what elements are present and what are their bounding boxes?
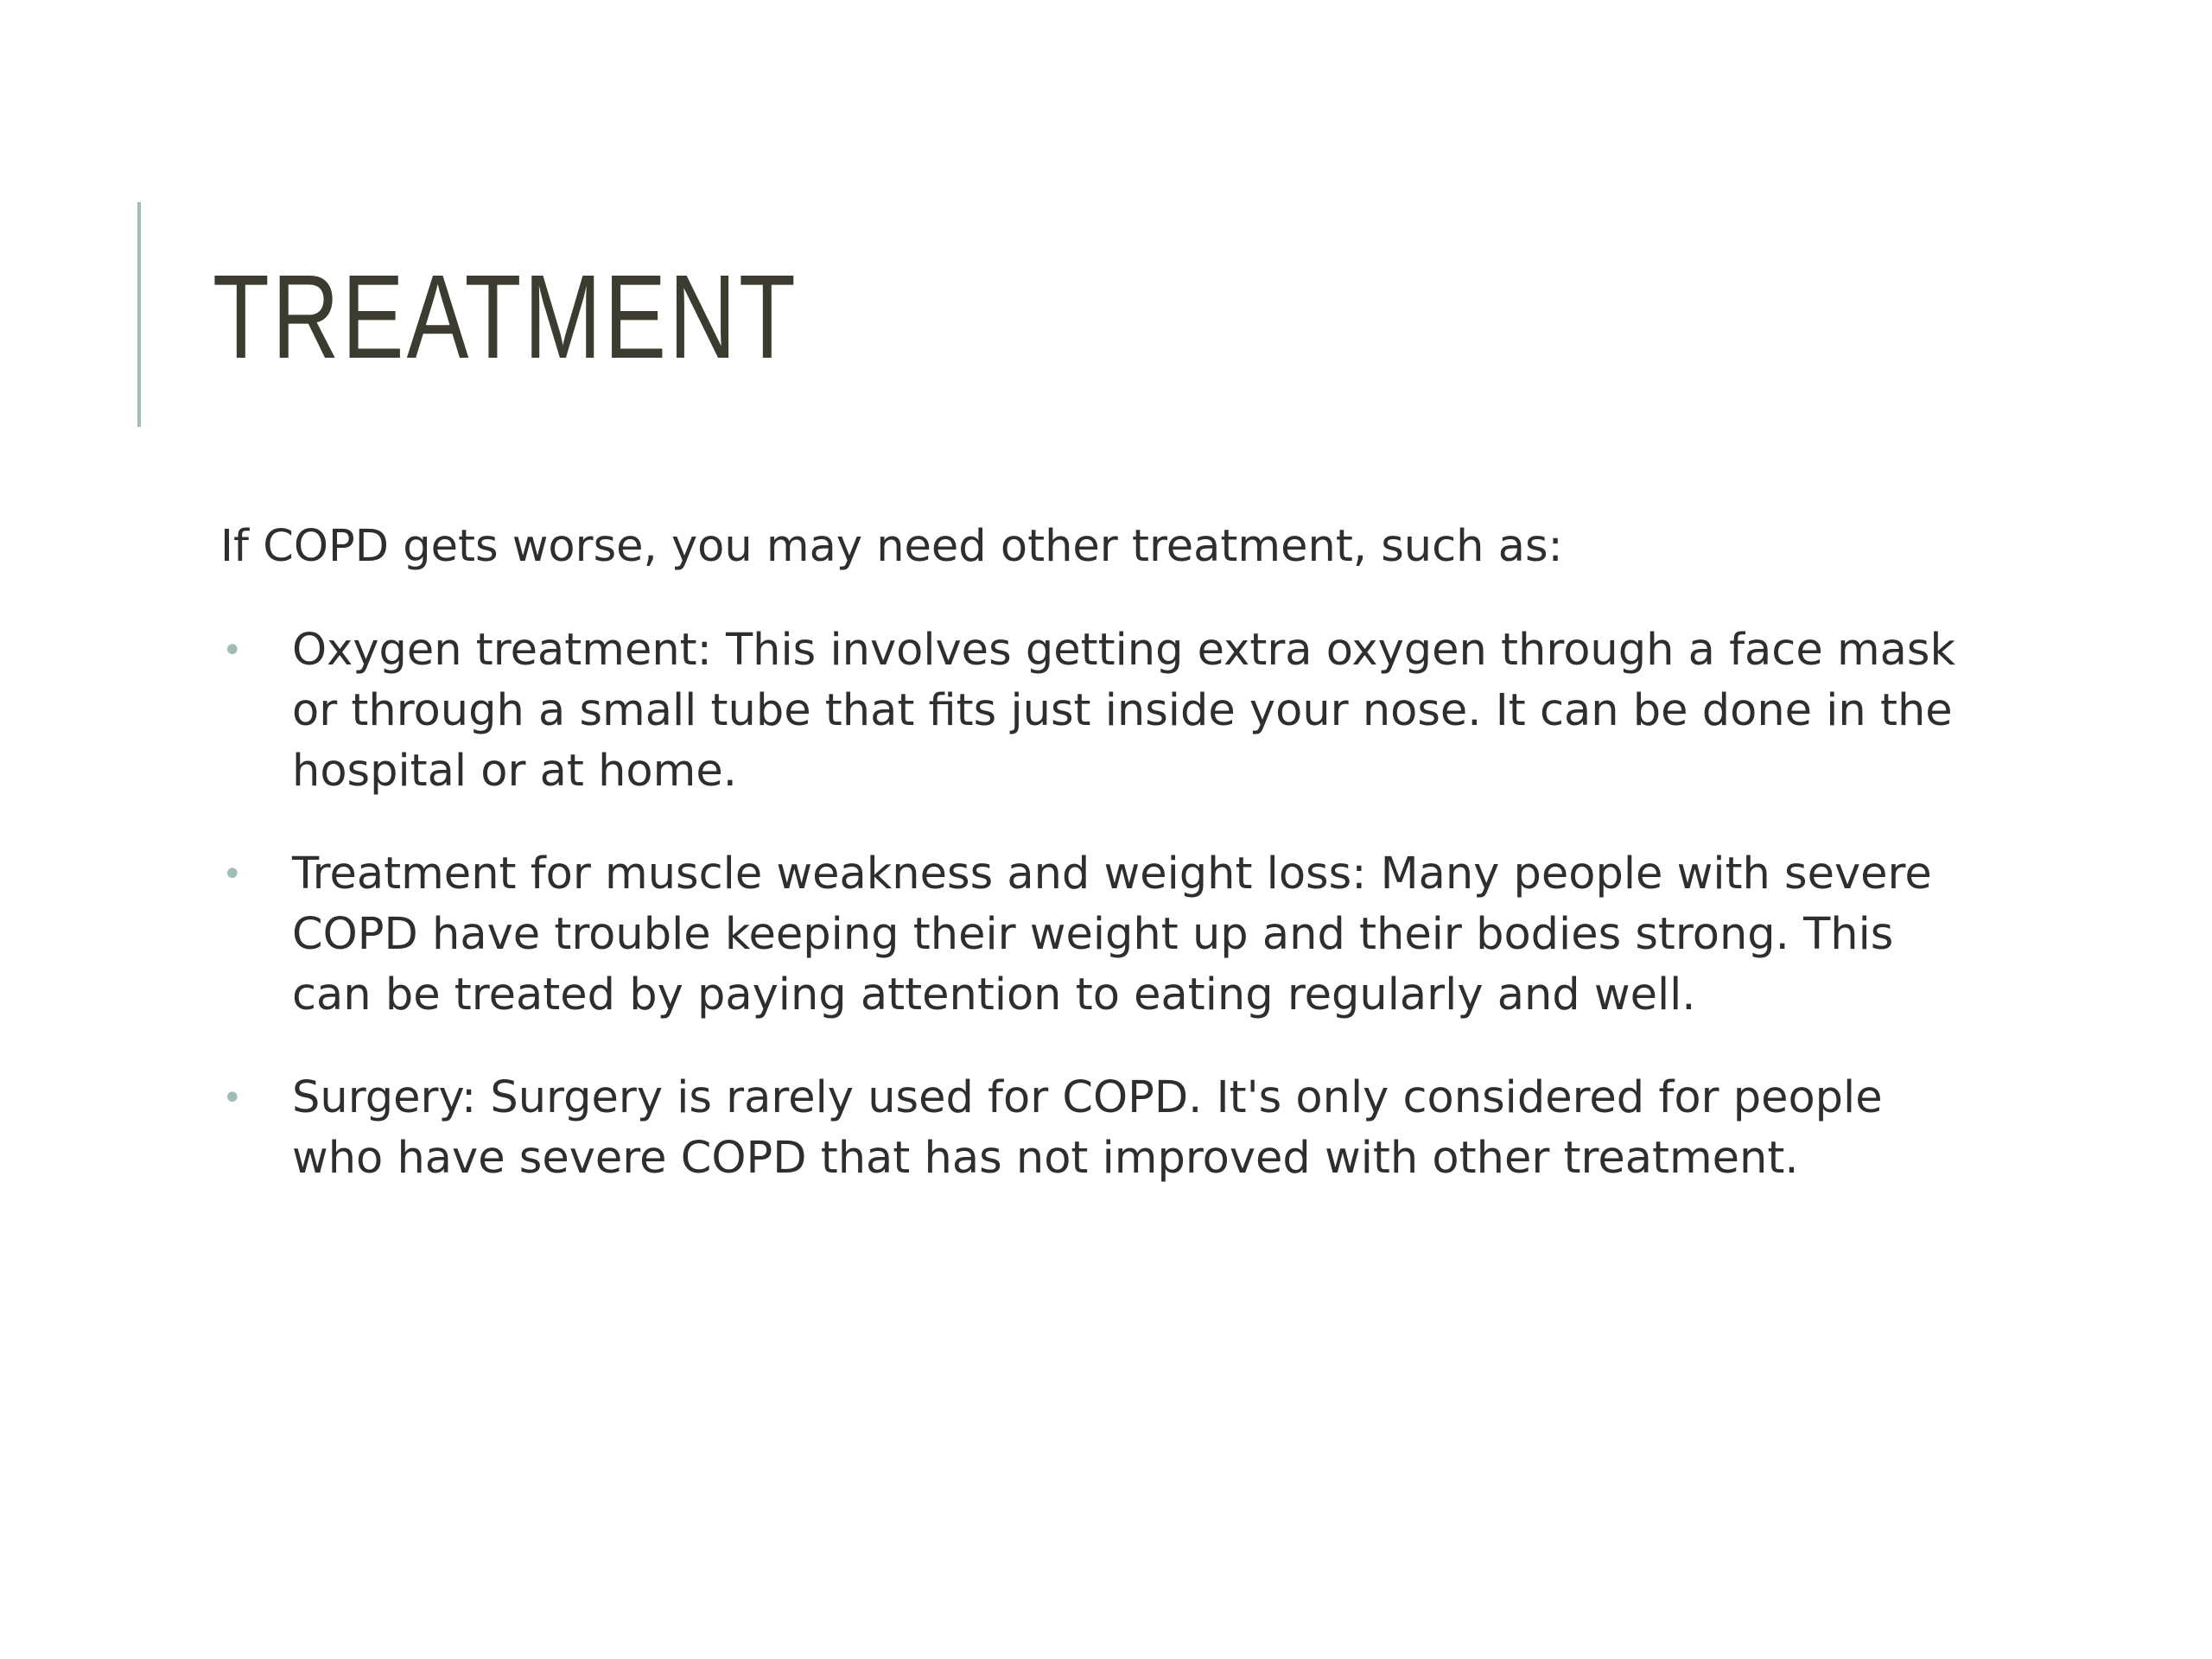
bullet-text: Treatment for muscle weakness and weight loss: Many people with severe COPD have trouble keeping their weight up and their bodies strong. This can be treated by paying attention to eating regularly and well. [292, 849, 1932, 1020]
bullet-marker-icon: • [222, 631, 243, 671]
bullet-item-oxygen [220, 620, 1983, 802]
slide-title: TREATMENT [213, 251, 798, 384]
bullet-item-surgery [220, 1068, 1983, 1189]
title-accent-bar [137, 202, 141, 427]
bullet-item-muscle-weakness [220, 844, 1983, 1026]
bullet-list [220, 620, 1983, 1189]
slide-content [220, 517, 1983, 1231]
intro-text: If COPD gets worse, you may need other treatment, such as: [220, 521, 1563, 572]
bullet-text: Surgery: Surgery is rarely used for COPD. It's only considered for people who have severe COPD that has not improved with other treatment. [292, 1072, 1883, 1184]
bullet-marker-icon: • [222, 1078, 243, 1118]
bullet-text: Oxygen treatment: This involves getting extra oxygen through a face mask or through a small tube that fits just inside your nose. It can be done in the hospital or at home. [292, 625, 1955, 797]
bullet-marker-icon: • [222, 855, 243, 894]
